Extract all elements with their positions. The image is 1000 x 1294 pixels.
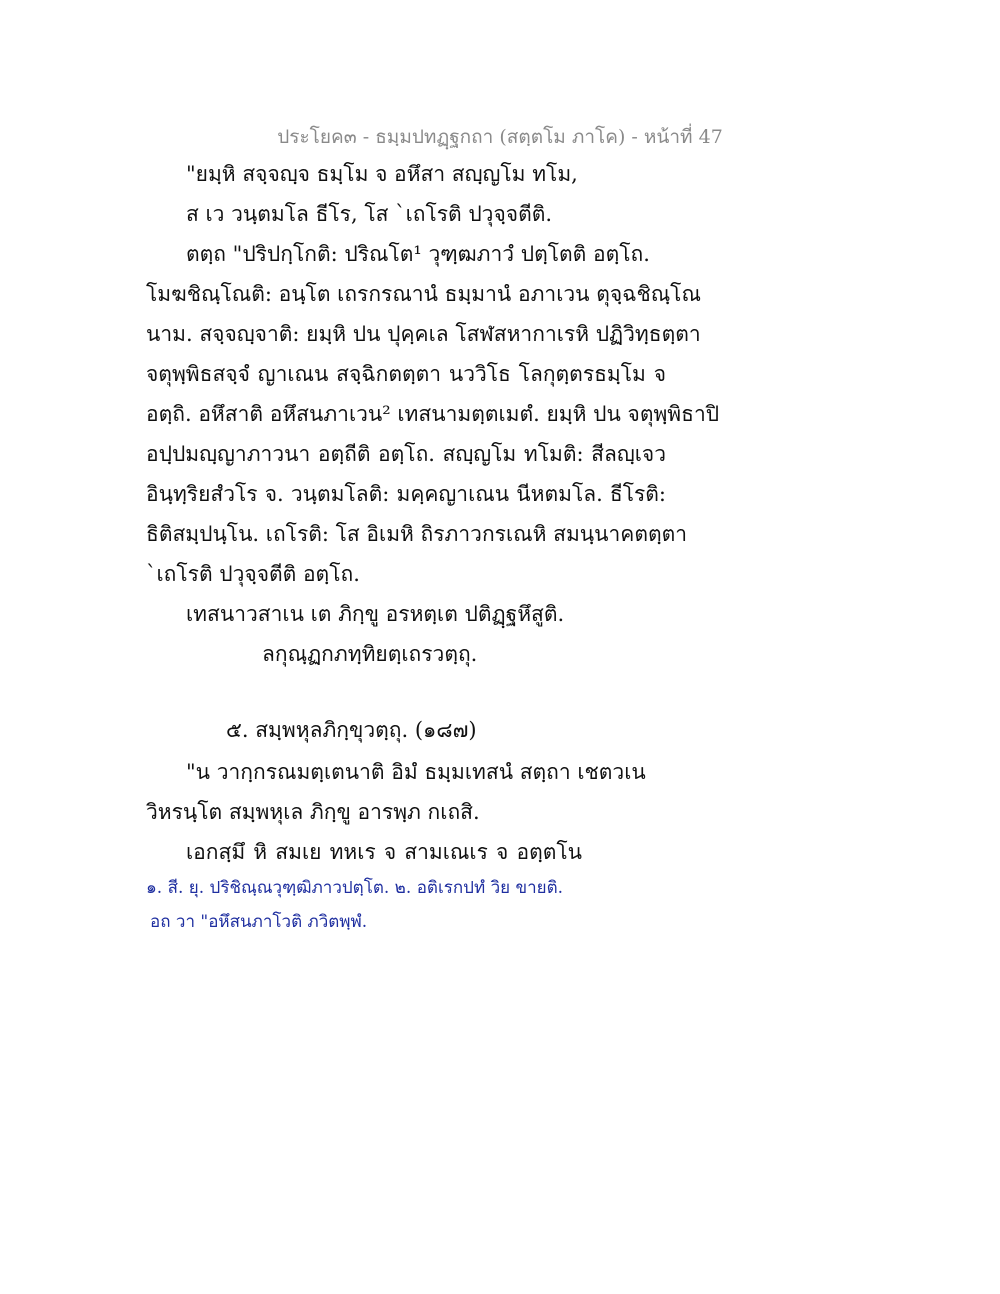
paragraph-line: อปฺปมญฺญาภาวนา อตฺถีติ อตฺโถ. สญฺญโม ทโมติ: สีลญฺเจว [146,442,666,466]
verse-line-1: "ยมฺหิ สจฺจญฺจ ธมฺโม จ อหึสา สญฺญโม ทโม, [186,162,578,186]
story-end-title: ลกุณฺฏกภทฺทิยตฺเถรวตฺถุ. [262,642,478,666]
section-heading: ๕. สมฺพหุลภิกฺขุวตฺถุ. (๑๘๗) [226,718,477,742]
paragraph-line: โมฆชิณฺโณติ: อนฺโต เถรกรณานํ ธมฺมานํ อภาเวน ตุจฺฉชิณฺโณ [146,282,701,306]
verse-line-2: ส เว วนฺตมโล ธีโร, โส `เถโรติ ปวุจฺจตีติ. [186,202,553,226]
paragraph-line: "น วากฺกรณมตฺเตนาติ อิมํ ธมฺมเทสนํ สตฺถา เชตวเน [186,760,646,784]
paragraph-line: เอกสฺมึ หิ สมเย ทหเร จ สามเณเร จ อตฺตโน [186,840,582,864]
paragraph-line: วิหรนฺโต สมฺพหุเล ภิกฺขู อารพฺภ กเถสิ. [146,800,480,824]
page-header: ประโยค๓ - ธมฺมปทฏฺฐกถา (สตฺตโม ภาโค) - หน้าที่ 47 [277,126,723,148]
paragraph-line: `เถโรติ ปวุจฺจตีติ อตฺโถ. [146,562,360,586]
footnote-line: อถ วา "อหึสนภาโวติ ภวิตพฺพํ. [150,912,368,932]
paragraph-line: อตฺถิ. อหึสาติ อหึสนภาเวน² เทสนามตฺตเมตํ. ยมฺหิ ปน จตุพฺพิธาปิ [146,402,720,426]
paragraph-line: อินฺทฺริยสํวโร จ. วนฺตมโลติ: มคฺคญาเณน นีหตมโล. ธีโรติ: [146,482,666,506]
paragraph-line: นาม. สจฺจญฺจาติ: ยมฺหิ ปน ปุคฺคเล โสฬสหากาเรหิ ปฏิวิทฺธตฺตา [146,322,701,346]
paragraph-line: ธิติสมฺปนฺโน. เถโรติ: โส อิเมหิ ถิรภาวกรเณหิ สมนฺนาคตตฺตา [146,522,688,546]
paragraph-line: ตตฺถ "ปริปกฺโกติ: ปริณโต¹ วุฑฺฒภาวํ ปตฺโตติ อตฺโถ. [186,242,650,266]
footnote-line: ๑. สี. ยุ. ปริชิณฺณวุฑฺฒิภาวปตฺโต. ๒. อติเรกปทํ วิย ขายติ. [146,878,564,898]
conclusion-line: เทสนาวสาเน เต ภิกฺขู อรหตฺเต ปติฏฺฐหึสูติ. [186,602,565,626]
paragraph-line: จตุพฺพิธสจฺจํ ญาเณน สจฺฉิกตตฺตา นววิโธ โลกุตฺตรธมฺโม จ [146,362,666,386]
